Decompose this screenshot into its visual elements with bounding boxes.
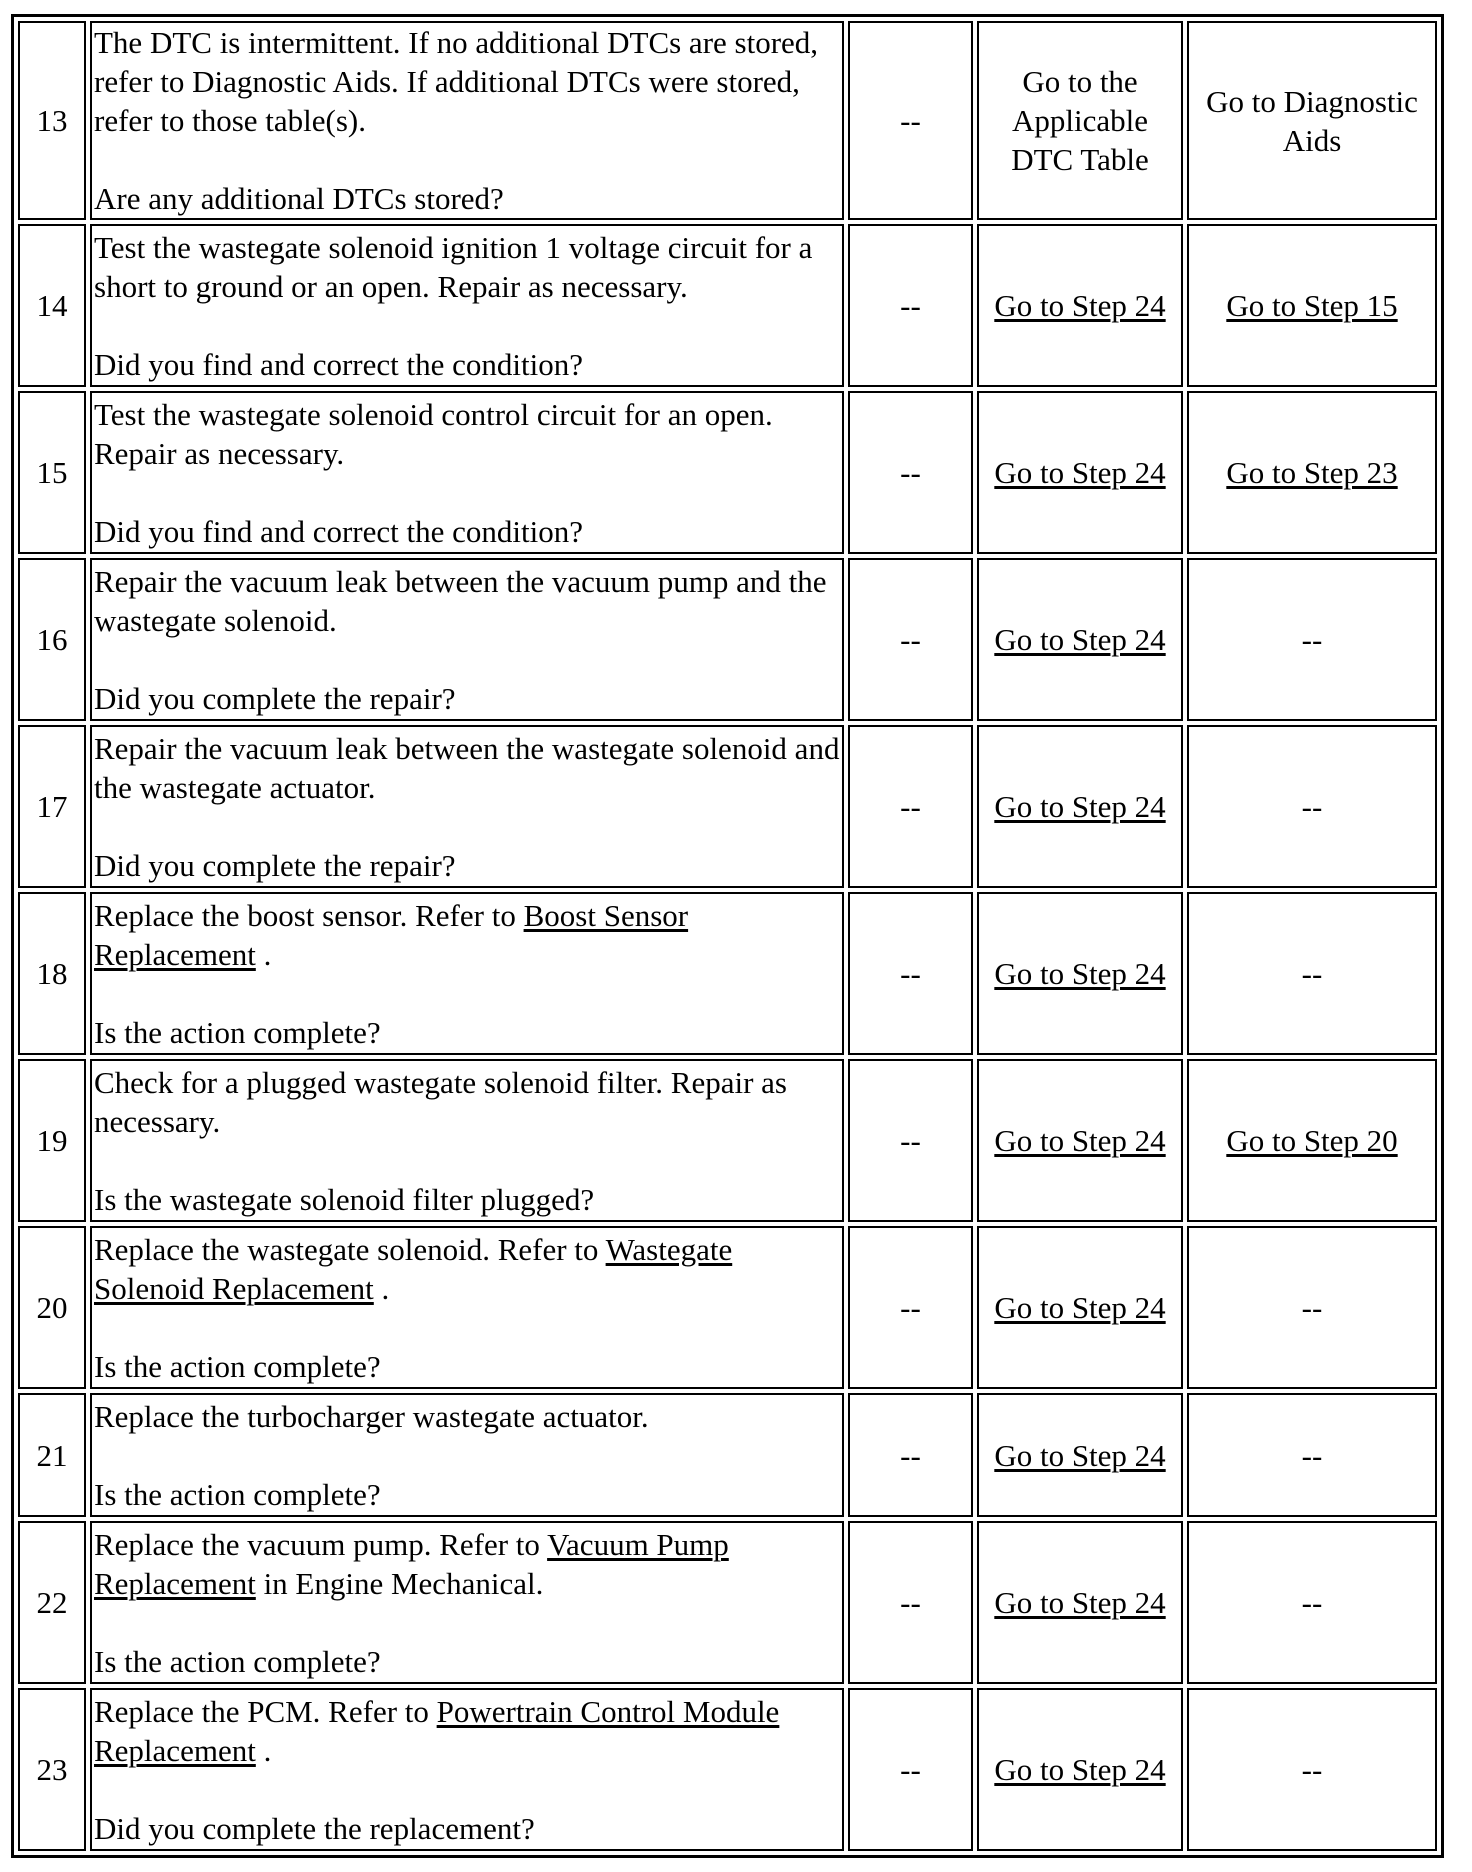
table-row [18,892,1437,1055]
action-text [94,896,840,974]
step-no-text: Go to Diagnostic Aids [1206,83,1418,158]
step-no-cell [1187,1226,1437,1389]
action-text [94,1692,840,1770]
step-number: 19 [18,1059,86,1222]
step-no-cell [1187,391,1437,554]
step-action [90,1521,844,1684]
step-yes-link[interactable]: Go to Step 24 [994,956,1166,991]
table-row [18,21,1437,220]
step-no-cell [1187,1521,1437,1684]
step-yes-link[interactable]: Go to Step 24 [994,1123,1166,1158]
step-yes-cell [977,224,1183,387]
step-question: Did you find and correct the condition? [94,346,583,382]
step-number: 14 [18,224,86,387]
step-yes-cell [977,1688,1183,1851]
action-text [94,1525,840,1603]
action-text [94,228,840,306]
step-yes-cell [977,558,1183,721]
step-no-cell [1187,224,1437,387]
step-value: -- [848,892,973,1055]
step-value: -- [848,558,973,721]
step-question: Is the action complete? [94,1643,381,1679]
step-action [90,1393,844,1517]
step-question: Is the wastegate solenoid filter plugged? [94,1181,595,1217]
diagnostic-table-wrapper [11,14,1444,1858]
step-value: -- [848,391,973,554]
step-question: Are any additional DTCs stored? [94,181,504,216]
table-row [18,1521,1437,1684]
step-number: 15 [18,391,86,554]
step-yes-link[interactable]: Go to Step 24 [994,455,1166,490]
step-number: 16 [18,558,86,721]
step-action [90,558,844,721]
action-text-segment: The DTC is intermittent. If no additional DTCs are stored, refer to Diagnostic Aids. If additional DTCs were stored, refer to those table(s). [94,25,819,138]
step-yes-link[interactable]: Go to Step 24 [994,288,1166,323]
step-number: 17 [18,725,86,888]
step-number: 13 [18,21,86,220]
step-value: -- [848,1521,973,1684]
step-number: 20 [18,1226,86,1389]
step-question: Did you find and correct the condition? [94,513,583,549]
step-yes-cell [977,1059,1183,1222]
step-no-cell [1187,1059,1437,1222]
step-no-text: -- [1301,1752,1323,1787]
step-yes-cell [977,1393,1183,1517]
action-text [94,395,840,473]
action-text-segment: . [255,1732,272,1768]
step-value: -- [848,1226,973,1389]
table-row [18,1393,1437,1517]
step-value: -- [848,725,973,888]
step-action [90,21,844,220]
action-text [94,1063,840,1141]
action-text-segment: Replace the wastegate solenoid. Refer to [94,1231,606,1267]
reference-link[interactable]: Boost Sensor Replacement [94,897,689,972]
step-yes-link[interactable]: Go to Step 24 [994,789,1166,824]
step-action [90,224,844,387]
step-question: Did you complete the repair? [94,847,456,883]
step-action [90,1226,844,1389]
action-text-segment: Replace the PCM. Refer to [94,1693,437,1729]
step-no-link[interactable]: Go to Step 20 [1226,1123,1398,1158]
step-yes-link[interactable]: Go to Step 24 [994,622,1166,657]
action-text-segment: Repair the vacuum leak between the vacuum pump and the wastegate solenoid. [94,563,827,638]
action-text-segment: Replace the turbocharger wastegate actuator. [94,1398,649,1434]
step-number: 18 [18,892,86,1055]
step-no-cell [1187,1393,1437,1517]
step-question: Is the action complete? [94,1014,381,1050]
step-action [90,725,844,888]
action-text-segment: . [255,936,272,972]
step-yes-cell [977,21,1183,220]
step-number: 23 [18,1688,86,1851]
step-no-text: -- [1301,1290,1323,1325]
step-action [90,1059,844,1222]
step-number: 21 [18,1393,86,1517]
action-text [94,1397,840,1436]
reference-link[interactable]: Powertrain Control Module Replacement [94,1693,780,1768]
action-text-segment: Check for a plugged wastegate solenoid filter. Repair as necessary. [94,1064,787,1139]
step-yes-cell [977,1226,1183,1389]
step-action [90,1688,844,1851]
step-value: -- [848,1393,973,1517]
step-yes-cell [977,892,1183,1055]
step-yes-link[interactable]: Go to Step 24 [994,1752,1166,1787]
step-no-text: -- [1301,956,1323,991]
action-text [94,729,840,807]
step-no-text: -- [1301,622,1323,657]
step-value: -- [848,1688,973,1851]
step-yes-link[interactable]: Go to Step 24 [994,1585,1166,1620]
action-text [94,1230,840,1308]
step-no-text: -- [1301,1585,1323,1620]
step-value: -- [848,1059,973,1222]
step-question: Is the action complete? [94,1476,381,1512]
reference-link[interactable]: Vacuum Pump Replacement [94,1526,729,1601]
step-value: -- [848,21,973,220]
action-text-segment: . [373,1270,390,1306]
action-text [94,23,840,140]
step-yes-cell [977,391,1183,554]
step-number: 22 [18,1521,86,1684]
table-row [18,725,1437,888]
step-yes-text: Go to the Applicable DTC Table [1011,64,1149,177]
reference-link[interactable]: Wastegate Solenoid Replacement [94,1231,733,1306]
step-no-cell [1187,892,1437,1055]
step-no-link[interactable]: Go to Step 15 [1226,288,1398,323]
step-no-cell [1187,21,1437,220]
step-question: Did you complete the repair? [94,680,456,716]
action-text-segment: in Engine Mechanical. [255,1565,544,1601]
action-text-segment: Repair the vacuum leak between the wastegate solenoid and the wastegate actuator. [94,730,840,805]
diagnostic-table [11,14,1444,1858]
step-no-cell [1187,725,1437,888]
table-row [18,1059,1437,1222]
table-row [18,224,1437,387]
action-text [94,562,840,640]
step-no-cell [1187,1688,1437,1851]
step-no-link[interactable]: Go to Step 23 [1226,455,1398,490]
step-no-text: -- [1301,789,1323,824]
table-row [18,1688,1437,1851]
step-action [90,892,844,1055]
step-yes-link[interactable]: Go to Step 24 [994,1290,1166,1325]
diagnostic-table-body [18,21,1437,1851]
step-value: -- [848,224,973,387]
step-action [90,391,844,554]
action-text-segment: Test the wastegate solenoid ignition 1 voltage circuit for a short to ground or an open. Repair as necessary. [94,229,813,304]
action-text-segment: Test the wastegate solenoid control circuit for an open. Repair as necessary. [94,396,773,471]
step-yes-link[interactable]: Go to Step 24 [994,1437,1166,1473]
table-row [18,1226,1437,1389]
step-no-text: -- [1301,1437,1323,1473]
step-no-cell [1187,558,1437,721]
table-row [18,558,1437,721]
step-yes-cell [977,725,1183,888]
step-question: Did you complete the replacement? [94,1810,535,1846]
step-question: Is the action complete? [94,1348,381,1384]
action-text-segment: Replace the boost sensor. Refer to [94,897,524,933]
action-text-segment: Replace the vacuum pump. Refer to [94,1526,548,1562]
table-row [18,391,1437,554]
step-yes-cell [977,1521,1183,1684]
